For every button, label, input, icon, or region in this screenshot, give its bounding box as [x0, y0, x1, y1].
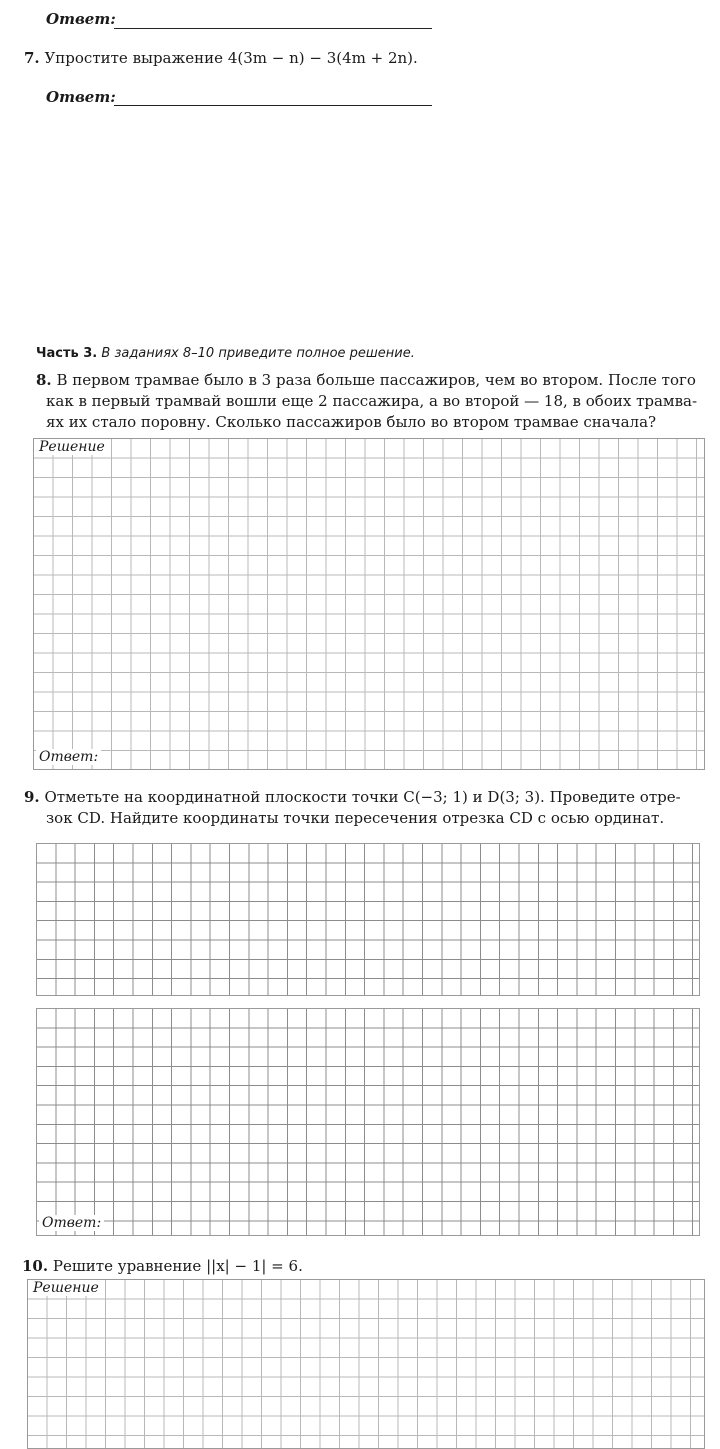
- task10-solution-grid[interactable]: [27, 1279, 705, 1449]
- task8-solution-grid[interactable]: [33, 438, 705, 770]
- task9-number: 9.: [24, 788, 40, 806]
- task9-statement: [24, 787, 708, 829]
- task9-coordinate-grid[interactable]: [36, 843, 700, 996]
- task8-solution-label: Решение: [36, 439, 108, 455]
- task8-line3: ях их стало поровну. Сколько пассажиров было во втором трамвае сначала?: [46, 413, 657, 431]
- answer-line-task6[interactable]: [114, 28, 432, 29]
- part3-instruction: В заданиях 8–10 приведите полное решение.: [101, 346, 415, 361]
- task9-line2: зок CD. Найдите координаты точки пересечения отрезка CD с осью ординат.: [46, 809, 665, 827]
- answer-line-task7[interactable]: [114, 105, 432, 106]
- task7-expression: 4(3m − n) − 3(4m + 2n).: [227, 49, 418, 67]
- part3-title: Часть 3.: [36, 346, 98, 361]
- task8-line2: как в первый трамвай вошли еще 2 пассажира, а во второй — 18, в обоих трамва-: [46, 392, 698, 410]
- task7-number: 7.: [24, 49, 40, 67]
- task10-text: Решите уравнение: [52, 1257, 202, 1275]
- task8-number: 8.: [36, 371, 52, 389]
- task8-line1: В первом трамвае было в 3 раза больше пассажиров, чем во втором. После того: [56, 371, 696, 389]
- task10-number: 10.: [22, 1257, 49, 1275]
- task8-statement: [36, 370, 708, 433]
- task10-statement: [22, 1256, 702, 1277]
- task8-answer-label: Ответ:: [36, 749, 101, 765]
- task7-text: Упростите выражение: [44, 49, 224, 67]
- task9-line1: Отметьте на координатной плоскости точки C(−3; 1) и D(3; 3). Проведите отре-: [44, 788, 681, 806]
- answer-label-task6: Ответ:: [46, 10, 116, 28]
- task9-work-grid[interactable]: [36, 1008, 700, 1236]
- answer-label-task7: Ответ:: [46, 88, 116, 106]
- part3-heading: [36, 346, 415, 361]
- task7-statement: [24, 48, 704, 69]
- task10-solution-label: Решение: [30, 1280, 102, 1296]
- task10-expression: ||x| − 1| = 6.: [206, 1257, 303, 1275]
- task9-answer-label: Ответ:: [39, 1215, 104, 1231]
